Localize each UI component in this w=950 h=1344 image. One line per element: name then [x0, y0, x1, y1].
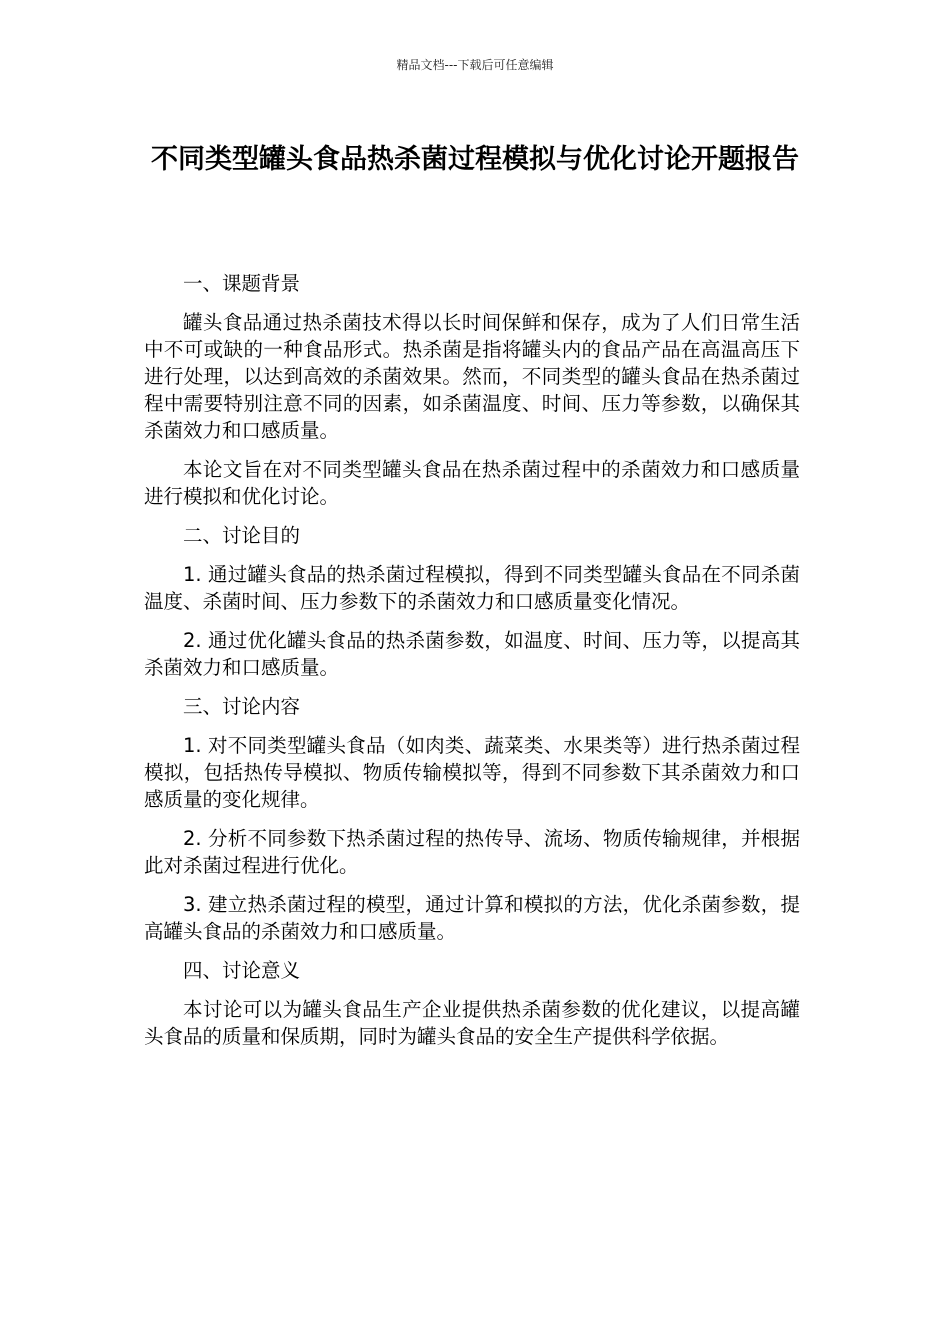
- paragraph: 2. 通过优化罐头食品的热杀菌参数，如温度、时间、压力等，以提高其杀菌效力和口感质量。: [144, 629, 800, 679]
- header-note: 精品文档---下载后可任意编辑: [396, 58, 554, 72]
- section-heading-significance: 四、讨论意义: [183, 959, 301, 982]
- document-body: [144, 270, 800, 1062]
- section-heading-background: 一、课题背景: [183, 272, 301, 295]
- paragraph: 1. 通过罐头食品的热杀菌过程模拟，得到不同类型罐头食品在不同杀菌温度、杀菌时间、压力参数下的杀菌效力和口感质量变化情况。: [144, 563, 800, 613]
- paragraph: 3. 建立热杀菌过程的模型，通过计算和模拟的方法，优化杀菌参数，提高罐头食品的杀菌效力和口感质量。: [144, 893, 800, 943]
- paragraph: 本论文旨在对不同类型罐头食品在热杀菌过程中的杀菌效力和口感质量进行模拟和优化讨论。: [144, 458, 800, 508]
- paragraph: 2. 分析不同参数下热杀菌过程的热传导、流场、物质传输规律，并根据此对杀菌过程进行优化。: [144, 827, 800, 877]
- paragraph: 罐头食品通过热杀菌技术得以长时间保鲜和保存，成为了人们日常生活中不可或缺的一种食品形式。热杀菌是指将罐头内的食品产品在高温高压下进行处理，以达到高效的杀菌效果。然而，不同类型的罐头食品在热杀菌过程中需要特别注意不同的因素，如杀菌温度、时间、压力等参数，以确保其杀菌效力和口感质量。: [144, 311, 800, 442]
- section-heading-content: 三、讨论内容: [183, 695, 301, 718]
- paragraph: 1. 对不同类型罐头食品（如肉类、蔬菜类、水果类等）进行热杀菌过程模拟，包括热传导模拟、物质传输模拟等，得到不同参数下其杀菌效力和口感质量的变化规律。: [144, 734, 800, 811]
- section-heading-purpose: 二、讨论目的: [183, 524, 301, 547]
- paragraph: 本讨论可以为罐头食品生产企业提供热杀菌参数的优化建议，以提高罐头食品的质量和保质期，同时为罐头食品的安全生产提供科学依据。: [144, 998, 800, 1048]
- document-title: 不同类型罐头食品热杀菌过程模拟与优化讨论开题报告: [151, 144, 799, 175]
